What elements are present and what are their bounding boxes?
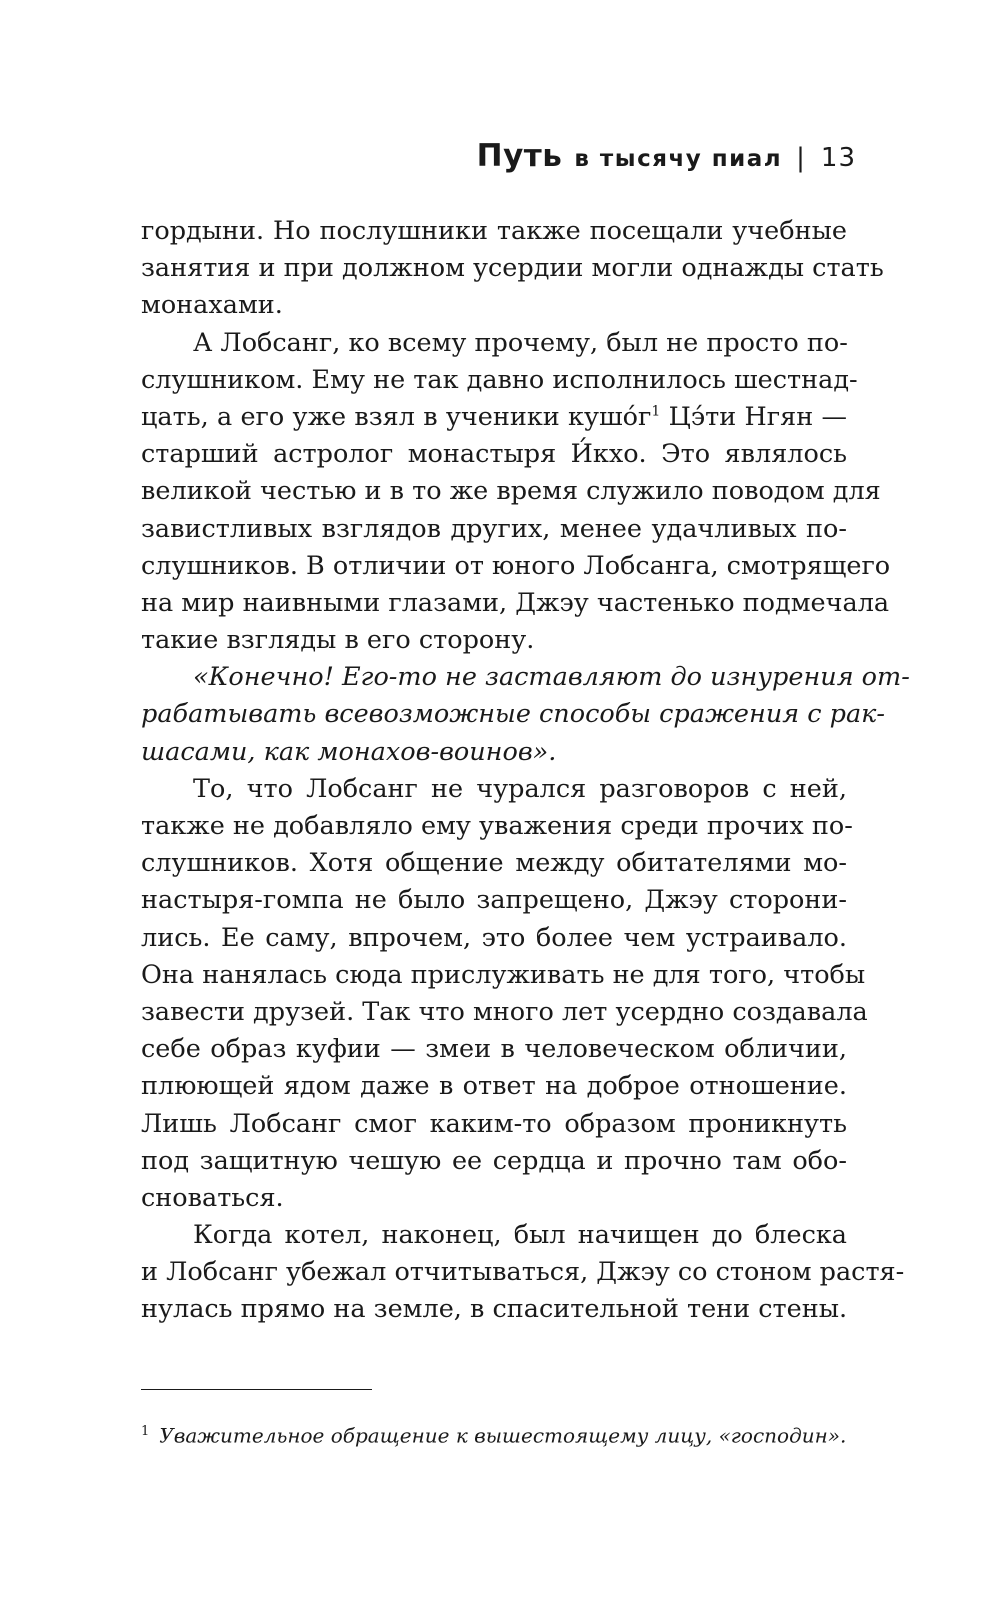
text-line-content: слушников. Хотя общение между обитателями мо- <box>141 848 847 879</box>
text-line-content: великой честью и в то же время служило поводом для <box>141 476 881 507</box>
text-line-content: также не добавляло ему уважения среди прочих по- <box>141 811 853 841</box>
text-line-content: А Лобсанг, ко всему прочему, был не просто по- <box>193 327 848 358</box>
text-line-content: настыря-гомпа не было запрещено, Джэу сторони- <box>141 885 847 916</box>
text-line <box>141 734 847 771</box>
text-line <box>141 399 847 436</box>
text-line <box>141 436 847 473</box>
text-line <box>141 1254 905 1291</box>
running-head <box>477 138 856 174</box>
text-line-content: гордыни. Но послушники также посещали учебные <box>141 216 847 246</box>
text-line <box>141 287 847 324</box>
footnote <box>141 1418 846 1450</box>
text-line-content: нулась прямо на земле, в спасительной тени стены. <box>141 1294 848 1325</box>
text-line-content: Она нанялась сюда прислуживать не для того, чтобы <box>141 959 866 990</box>
text-line <box>141 511 847 548</box>
text-line <box>141 250 884 287</box>
text-line-content: рабатывать всевозможные способы сражения с рак- <box>141 699 885 730</box>
text-line-content: сноваться. <box>141 1182 284 1213</box>
text-line-content: монахами. <box>141 290 283 321</box>
text-line-content: плюющей ядом даже в ответ на доброе отношение. <box>141 1071 847 1102</box>
text-line-content: Когда котел, наконец, был начищен до блеска <box>193 1220 847 1251</box>
text-line-content: и Лобсанг убежал отчитываться, Джэу со стоном растя- <box>141 1257 905 1288</box>
text-line-content: шасами, как монахов-воинов». <box>141 736 557 767</box>
text-line-content: цать, а его уже взял в ученики кушо́г <box>141 401 652 432</box>
text-line-content: занятия и при должном усердии могли однажды стать <box>141 253 884 284</box>
text-line-content: слушником. Ему не так давно исполнилось шестнад- <box>141 364 858 395</box>
text-line-continuation: Цэ́ти Нгян — <box>660 401 847 432</box>
text-line <box>141 1180 847 1217</box>
text-line-content: на мир наивными глазами, Джэу частенько подмечала <box>141 587 890 618</box>
text-line <box>141 473 881 510</box>
text-line <box>141 325 847 362</box>
text-line <box>141 696 885 733</box>
text-line <box>141 213 847 250</box>
text-line <box>141 957 866 994</box>
text-line <box>141 1291 847 1328</box>
text-line-content: завести друзей. Так что много лет усердно создавала <box>141 996 868 1027</box>
text-line-content: такие взгляды в его сторону. <box>141 625 535 656</box>
footnote-reference: 1 <box>651 403 661 420</box>
text-line <box>141 771 847 808</box>
text-line <box>141 622 847 659</box>
text-line <box>141 1106 847 1143</box>
text-line <box>141 362 858 399</box>
text-line-content: То, что Лобсанг не чурался разговоров с ней, <box>193 773 847 804</box>
running-head-title-first: Путь <box>476 138 563 174</box>
body-text <box>141 213 910 1329</box>
text-line <box>141 659 910 696</box>
footnote-marker: 1 <box>141 1424 150 1439</box>
text-line <box>141 1068 847 1105</box>
text-line <box>141 1217 847 1254</box>
text-line <box>141 548 891 585</box>
text-line-content: под защитную чешую ее сердца и прочно там обо- <box>141 1145 847 1176</box>
footnote-text: Уважительное обращение к вышестоящему лицу, «господин». <box>159 1423 847 1448</box>
page-number: 13 <box>820 143 856 173</box>
text-line-content: слушников. В отличии от юного Лобсанга, смотрящего <box>141 550 891 581</box>
text-line <box>141 1031 847 1068</box>
footnote-divider <box>141 1389 372 1390</box>
text-line-content: Лишь Лобсанг смог каким-то образом проникнуть <box>141 1108 847 1139</box>
running-head-separator: | <box>796 143 805 173</box>
text-line <box>141 882 847 919</box>
text-line-content: завистливых взглядов других, менее удачливых по- <box>141 513 847 544</box>
text-line <box>141 994 868 1031</box>
text-line-content: лись. Ее саму, впрочем, это более чем устраивало. <box>141 922 847 953</box>
text-line <box>141 1143 847 1180</box>
text-line-content: себе образ куфии — змеи в человеческом обличии, <box>141 1034 847 1065</box>
text-line <box>141 585 890 622</box>
text-line-content: старший астролог монастыря И́кхо. Это являлось <box>141 439 847 470</box>
text-line-content: «Конечно! Его-то не заставляют до изнурения от- <box>193 662 910 693</box>
text-line <box>141 845 847 882</box>
text-line <box>141 808 853 845</box>
text-line <box>141 920 847 957</box>
running-head-title-rest: в тысячу пиал <box>574 146 783 172</box>
